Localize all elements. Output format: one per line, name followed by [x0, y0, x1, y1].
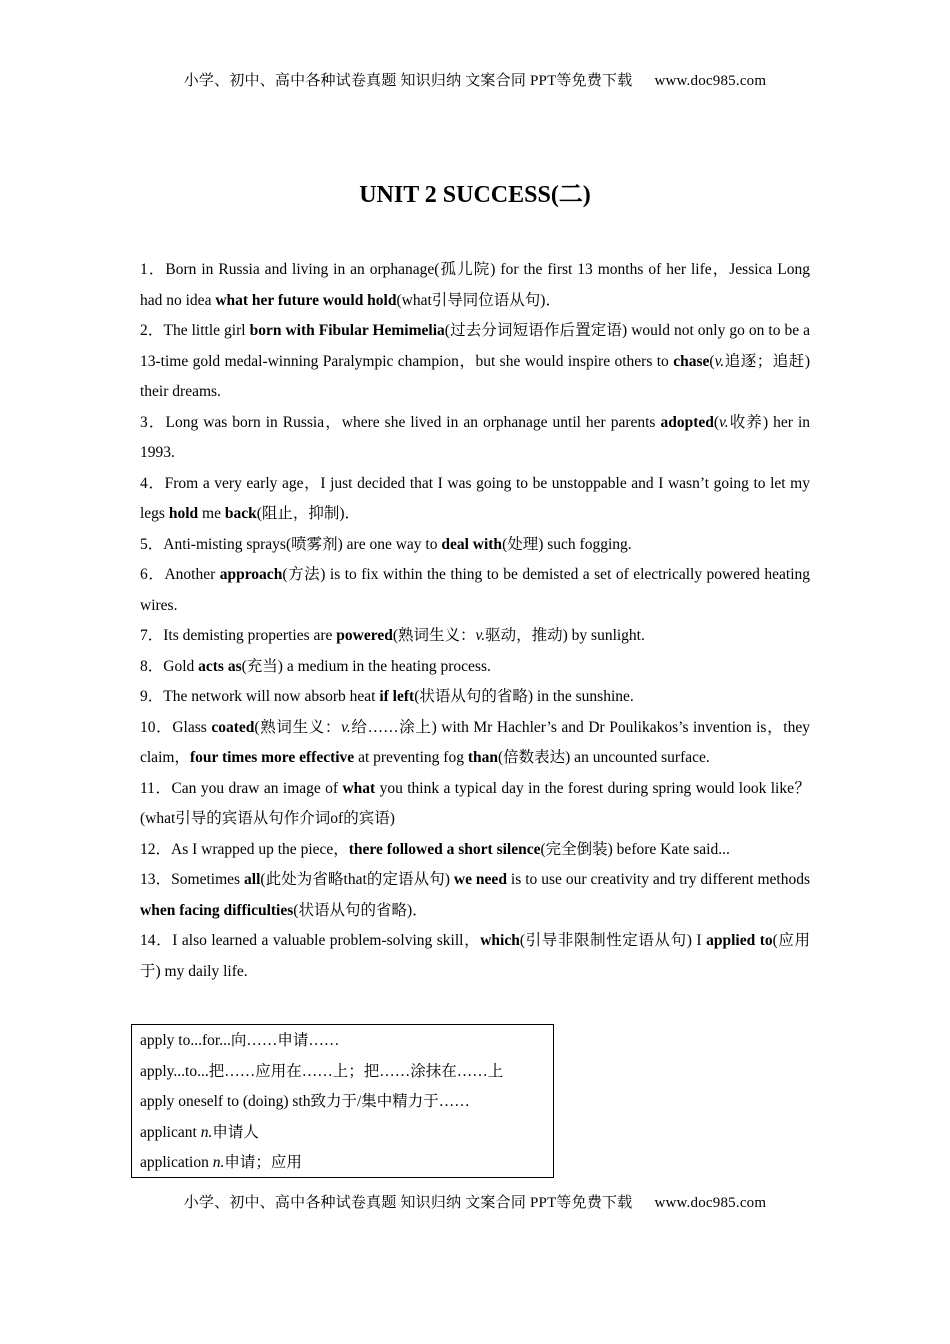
sentence-3: 3．Long was born in Russia，where she lived in an orphanage until her parents adopted(v.收养) her in 1993. — [140, 413, 810, 461]
sentence-2: 2．The little girl born with Fibular Hemimelia(过去分词短语作后置定语) would not only go on to be a 13-time gold medal-winning Paralympic champion，but she would inspire others to chase(v.追逐；追赶) their dreams. — [140, 322, 810, 400]
sentence-7: 7．Its demisting properties are powered(熟词生义：v.驱动，推动) by sunlight. — [140, 627, 645, 644]
footer-text: 小学、初中、高中各种试卷真题 知识归纳 文案合同 PPT等免费下载 — [183, 1195, 633, 1211]
sentence-6: 6．Another approach(方法) is to fix within the thing to be demisted a set of electrically powered heating wires. — [140, 566, 810, 614]
sentence-4: 4．From a very early age，I just decided that I was going to be unstoppable and I wasn’t going to let my legs hold me back(阻止，抑制)． — [140, 474, 810, 522]
sentence-14: 14．I also learned a valuable problem-solving skill，which(引导非限制性定语从句) I applied to(应用于) my daily life. — [140, 932, 811, 980]
sentence-9: 9．The network will now absorb heat if left(状语从句的省略) in the sunshine. — [140, 688, 634, 705]
page-header — [0, 69, 950, 90]
vocab-line-4: applicant n.申请人 — [140, 1123, 259, 1141]
page-title: UNIT 2 SUCCESS(二) — [359, 182, 591, 208]
sentence-11: 11．Can you draw an image of what you think a typical day in the forest during spring would look like？(what引导的宾语从句作介词of的宾语) — [140, 779, 810, 827]
header-text: 小学、初中、高中各种试卷真题 知识归纳 文案合同 PPT等免费下载 — [183, 73, 633, 89]
sentence-8: 8．Gold acts as(充当) a medium in the heating process. — [140, 657, 491, 675]
sentence-13: 13．Sometimes all(此处为省略that的定语从句) we need is to use our creativity and try different methods when facing difficulties(状语从句的省略)． — [140, 871, 810, 919]
vocab-line-2: apply...to...把……应用在……上；把……涂抹在……上 — [140, 1062, 504, 1080]
page-footer — [0, 1191, 950, 1212]
vocab-line-3: apply oneself to (doing) sth致力于/集中精力于…… — [140, 1093, 470, 1110]
sentence-10: 10．Glass coated(熟词生义：v.给……涂上) with Mr Hachler’s and Dr Poulikakos’s invention is，they claim，four times more effective at preventing fog than(倍数表达) an uncounted surface. — [140, 718, 810, 766]
sentence-5: 5．Anti-misting sprays(喷雾剂) are one way to deal with(处理) such fogging. — [140, 535, 632, 553]
header-url[interactable]: www.doc985.com — [654, 73, 767, 89]
vocab-line-1: apply to...for...向……申请…… — [140, 1032, 340, 1049]
sentence-1: 1．Born in Russia and living in an orphanage(孤儿院) for the first 13 months of her life，Jessica Long had no idea what her future would hold(what引导同位语从句)． — [140, 261, 810, 309]
vocabulary-box — [131, 1024, 554, 1178]
footer-url[interactable]: www.doc985.com — [654, 1195, 767, 1211]
vocab-line-5: application n.申请；应用 — [140, 1154, 302, 1171]
sentence-list — [140, 255, 810, 987]
sentence-12: 12．As I wrapped up the piece，there followed a short silence(完全倒装) before Kate said... — [140, 840, 730, 858]
